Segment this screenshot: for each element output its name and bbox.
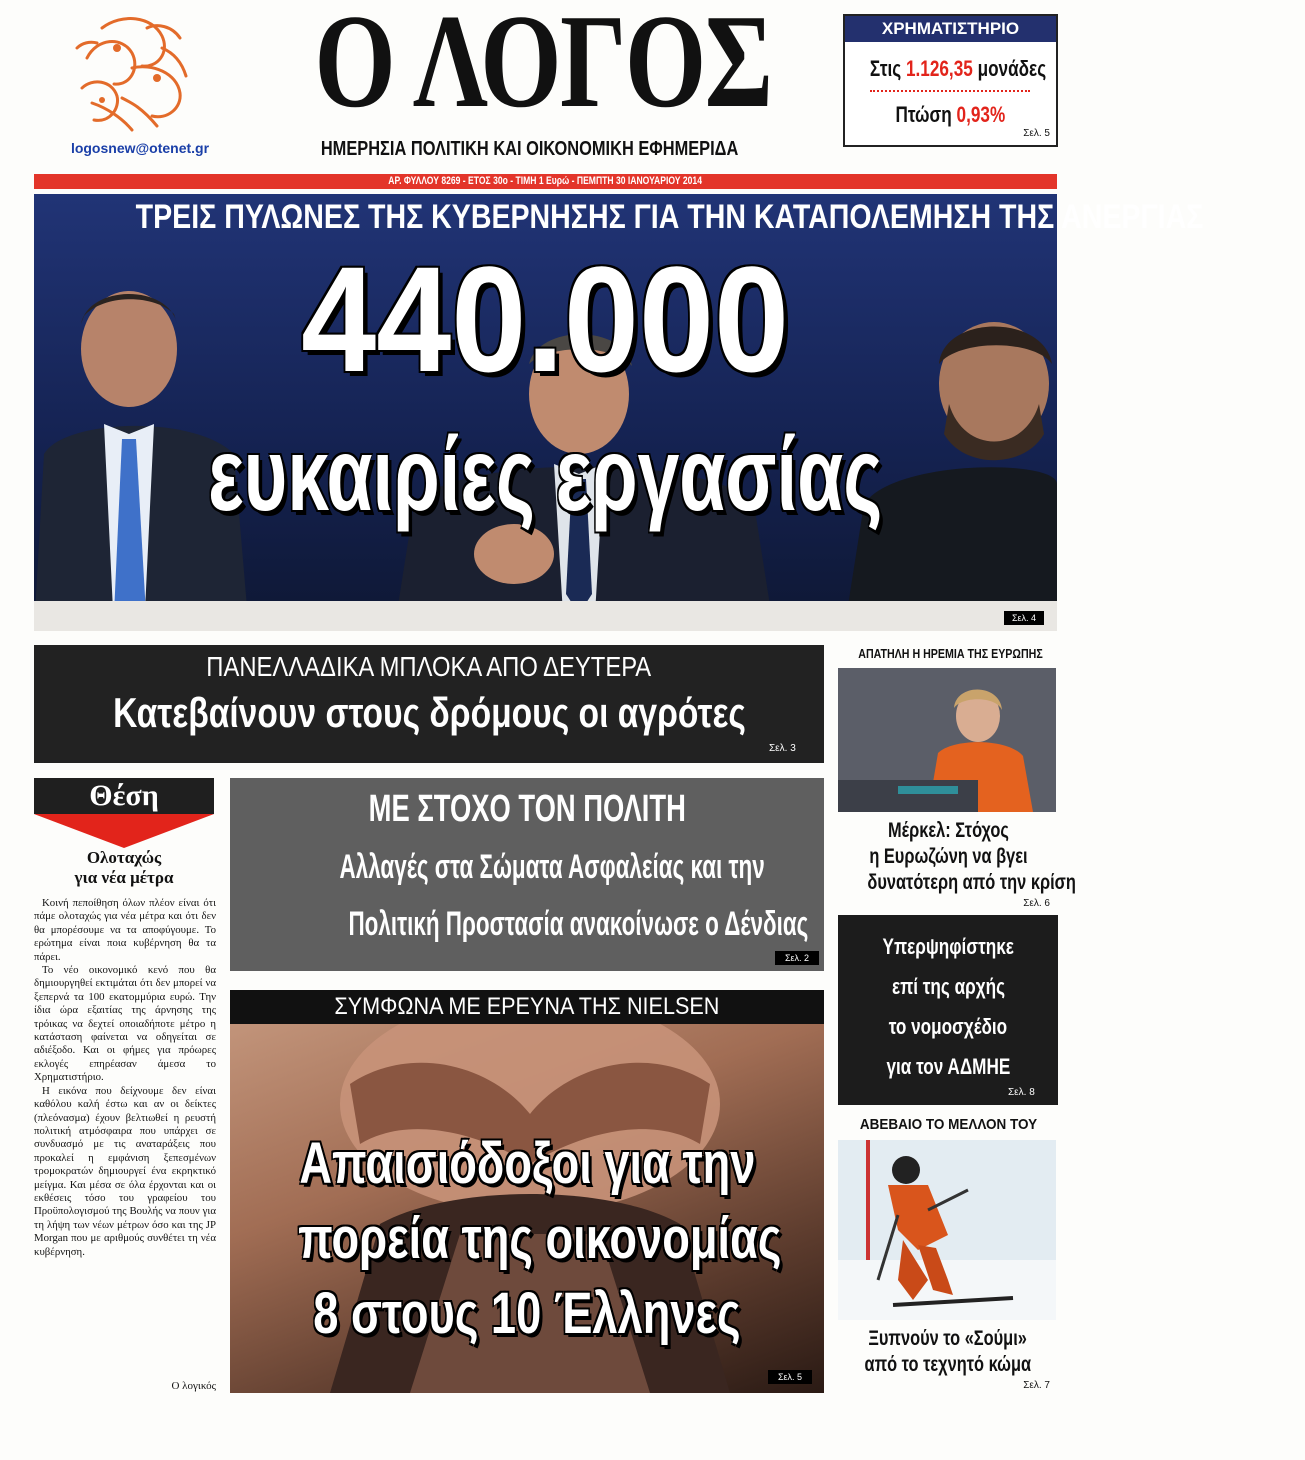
admie-story-page-ref: Σελ. 8	[1008, 1087, 1035, 1098]
nielsen-story-page-ref: Σελ. 5	[768, 1370, 812, 1384]
lead-story-page-ref: Σελ. 4	[1004, 611, 1044, 625]
stock-change-value: 0,93%	[956, 102, 1006, 127]
lead-story-headline-number: 440.000	[301, 235, 790, 403]
merkel-story-headline[interactable]: Μέρκελ: Στόχος η Ευρωζώνη να βγει δυνατότερη από την κρίση	[867, 819, 1076, 894]
stock-divider	[870, 90, 1030, 92]
schumi-story-kicker: ΑΒΕΒΑΙΟ ΤΟ ΜΕΛΛΟΝ ΤΟΥ	[859, 1116, 1037, 1133]
newspaper-title: Ο ΛΟΓΟΣ	[314, 0, 772, 135]
dendias-story-kicker: ΜΕ ΣΤΟΧΟ ΤΟΝ ΠΟΛΙΤΗ	[368, 788, 686, 830]
dendias-story-headline-line1: Αλλαγές στα Σώματα Ασφαλείας και την	[339, 848, 765, 886]
issue-info-bar: ΑΡ. ΦΥΛΛΟΥ 8269 - ΕΤΟΣ 30ο - ΤΙΜΗ 1 Ευρώ - ΠΕΜΠΤΗ 30 ΙΑΝΟΥΑΡΙΟΥ 2014	[34, 174, 1057, 189]
nielsen-story-headline-line2: πορεία της οικονομίας	[298, 1206, 782, 1271]
farmers-story-kicker: ΠΑΝΕΛΛΑΔΙΚΑ ΜΠΛΟΚΑ ΑΠΟ ΔΕΥΤΕΡΑ	[206, 651, 652, 682]
nielsen-story-kicker: ΣΥΜΦΩΝΑ ΜΕ ΕΡΕΥΝΑ ΤΗΣ NIELSEN	[230, 990, 824, 1024]
dendias-story-headline-line2: Πολιτική Προστασία ανακοίνωσε ο Δένδιας	[348, 905, 809, 943]
stock-index-line: Στις 1.126,35 μονάδες	[869, 56, 1047, 81]
contact-email[interactable]: logosnew@otenet.gr	[70, 140, 210, 156]
newspaper-logo-illustration	[62, 8, 202, 136]
column-label: Θέση	[34, 778, 214, 814]
farmers-story[interactable]	[34, 645, 824, 763]
newspaper-subtitle: ΗΜΕΡΗΣΙΑ ΠΟΛΙΤΙΚΗ ΚΑΙ ΟΙΚΟΝΟΜΙΚΗ ΕΦΗΜΕΡΙΔΑ	[321, 138, 739, 160]
nielsen-story-headline-line3: 8 στους 10 Έλληνες	[313, 1281, 741, 1346]
admie-story[interactable]	[838, 915, 1058, 1105]
stock-market-box	[843, 14, 1058, 147]
schumi-story-headline[interactable]: Ξυπνούν το «Σούμι» από το τεχνητό κώμα	[864, 1327, 1032, 1376]
lead-story[interactable]	[34, 194, 1204, 631]
column-arrow-icon	[34, 814, 214, 848]
schumi-story-photo[interactable]	[838, 1140, 1056, 1320]
stock-box-header: ΧΡΗΜΑΤΙΣΤΗΡΙΟ	[845, 16, 1056, 42]
schumi-story-page-ref: Σελ. 7	[1023, 1380, 1050, 1391]
nielsen-story[interactable]	[230, 990, 824, 1393]
dendias-story-page-ref: Σελ. 2	[775, 951, 819, 965]
farmers-story-page-ref: Σελ. 3	[769, 743, 796, 754]
stock-change-line: Πτώση 0,93%	[895, 102, 1006, 127]
merkel-story-photo[interactable]	[838, 668, 1056, 812]
column-body: Κοινή πεποίθηση όλων πλέον είναι ότι πάμε ολοταχώς για νέα μέτρα και ότι δεν θα μπορέσουμε να τα αποφύγουμε. Το ερώτημα είναι ποια κυβέρνηση θα τα πάρει. Το νέο οικονομικό κενό που θα δημιουργηθεί εκτιμάται ότι δεν μπορεί να ξεπερνά τα 100 εκατομμύρια ευρώ. Την ίδια ώρα εξαιτίας της άρνησης της τρόικας να δεχτεί οποιαδήποτε μέτρο η κατάσταση φαίνεται να οδηγείται σε αδιέξοδο. Και οι φήμες για πρόωρες εκλογές επηρέασαν άμεσα το Χρηματιστήριο. Η εικόνα που δείχνουμε δεν είναι καθόλου καλή έστω και αν οι δείκτες (πλεόνασμα) έχουν βελτιωθεί η ρευστή πολιτική ατμόσφαιρα που υπάρχει σε συνδυασμό με τις αναταράξεις που προκαλεί η εμφάνιση ξεπεσμένων τρομοκρατών δημιουργεί ένα εκρηκτικό μείγμα. Και μέσα σε όλα έρχονται και οι εκθέσεις τόσο του γραφείου του Προϋπολογισμού της Βουλής να πουν για τη λήψη των νέων μέτρων όσο και της JP Morgan που με αριθμούς συνθέτει τη νέα κυβέρνηση.	[34, 897, 216, 1258]
lead-story-headline-text: ευκαιρίες εργασίας	[208, 417, 883, 533]
lead-story-kicker: ΤΡΕΙΣ ΠΥΛΩΝΕΣ ΤΗΣ ΚΥΒΕΡΝΗΣΗΣ ΓΙΑ ΤΗΝ ΚΑΤΑΠΟΛΕΜΗΣΗ ΤΗΣ ΑΝΕΡΓΙΑΣ	[135, 198, 1204, 236]
column-title[interactable]: Ολοταχώς για νέα μέτρα	[74, 848, 174, 887]
column-signature: Ο λογικός	[171, 1380, 216, 1392]
nielsen-story-headline-line1: Απαισιόδοξοι για την	[298, 1131, 756, 1196]
farmers-story-headline: Κατεβαίνουν στους δρόμους οι αγρότες	[113, 689, 746, 736]
stock-index-value: 1.126,35	[905, 56, 973, 81]
merkel-story-page-ref: Σελ. 6	[1023, 898, 1050, 909]
admie-story-headline: Υπερψηφίστηκε επί της αρχής το νομοσχέδιο για τον ΑΔΜΗΕ	[882, 934, 1014, 1079]
dendias-story[interactable]	[230, 778, 824, 971]
merkel-story-kicker: ΑΠΑΤΗΛΗ Η ΗΡΕΜΙΑ ΤΗΣ ΕΥΡΩΠΗΣ	[858, 646, 1043, 661]
stock-page-ref: Σελ. 5	[1023, 128, 1050, 139]
